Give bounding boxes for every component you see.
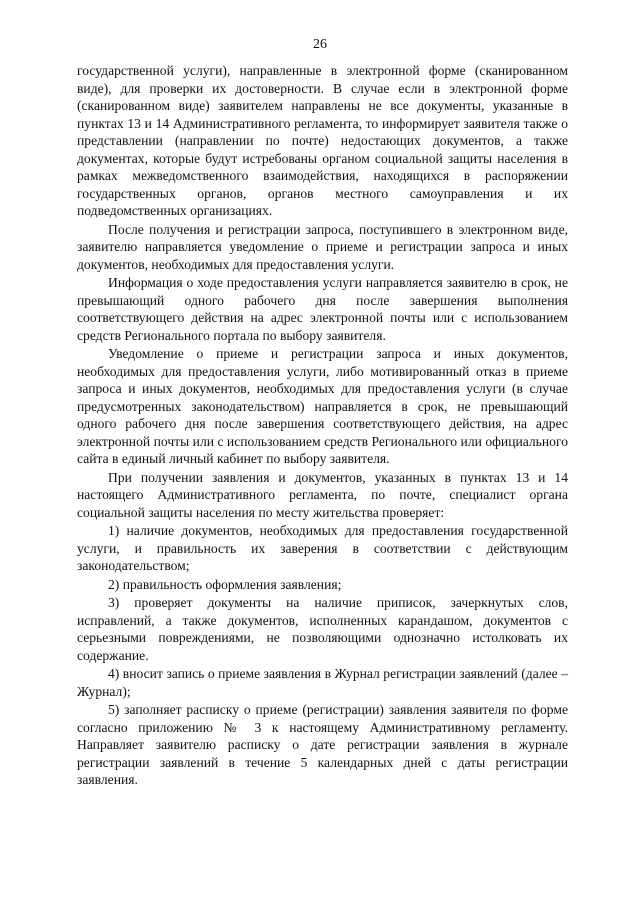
- paragraph-progress-info: Информация о ходе предоставления услуги направляется заявителю в срок, не превышающий одного рабочего дня после завершения выполнения соответствующего действия на адрес электронной почты или с использованием средств Регионального портала по выбору заявителя.: [77, 275, 568, 343]
- list-item-2: 2) правильность оформления заявления;: [108, 576, 342, 592]
- paragraph-electronic-request: После получения и регистрации запроса, поступившего в электронном виде, заявителю направляется уведомление о приеме и регистрации запроса и иных документов, необходимых для предоставления услуги.: [77, 221, 568, 272]
- list-item-3: 3) проверяет документы на наличие приписок, зачеркнутых слов, исправлений, а также документов, исполненных карандашом, документов с серьезными повреждениями, не позволяющими однозначно истолковать их содержание.: [77, 595, 568, 663]
- list-item-4: 4) вносит запись о приеме заявления в Журнал регистрации заявлений (далее – Журнал);: [77, 666, 568, 699]
- list-item-1: 1) наличие документов, необходимых для предоставления государственной услуги, и правильность их заверения в соответствии с действующим законодательством;: [77, 523, 568, 573]
- list-item-5: 5) заполняет расписку о приеме (регистрации) заявления заявителя по форме согласно приложению № 3 к настоящему Административному регламенту. Направляет заявителю расписку о дате регистрации заявления в журнале регистрации заявлений в течение 5 календарных дней с даты регистрации заявления.: [77, 702, 568, 787]
- page-number: 26: [313, 37, 327, 52]
- document-body: [77, 62, 568, 789]
- paragraph-postal-receipt: При получении заявления и документов, указанных в пунктах 13 и 14 настоящего Административного регламента, по почте, специалист органа социальной защиты населения по месту жительства проверяет:: [77, 469, 568, 520]
- paragraph-notification: Уведомление о приеме и регистрации запроса и иных документов, необходимых для предоставления услуги, либо мотивированный отказ в приеме запроса и иных документов, необходимых для предоставления услуги (в случае предусмотренных законодательством) направляется в срок, не превышающий одного рабочего дня после завершения соответствующего действия, на адрес электронной почты или с использованием средств Регионального или официального сайта в единый личный кабинет по выбору заявителя.: [77, 346, 568, 466]
- paragraph-continuation: государственной услуги), направленные в электронной форме (сканированном виде), для проверки их достоверности. В случае если в электронной форме (сканированном виде) заявителем направлены не все документы, указанные в пунктах 13 и 14 Административного регламента, то информирует заявителя также о представлении (направлении по почте) недостающих документов, а также документах, которые будут истребованы органом социальной защиты населения в рамках межведомственного взаимодействия, находящихся в распоряжении государственных органов, органов местного самоуправления и их подведомственных организациях.: [77, 63, 568, 218]
